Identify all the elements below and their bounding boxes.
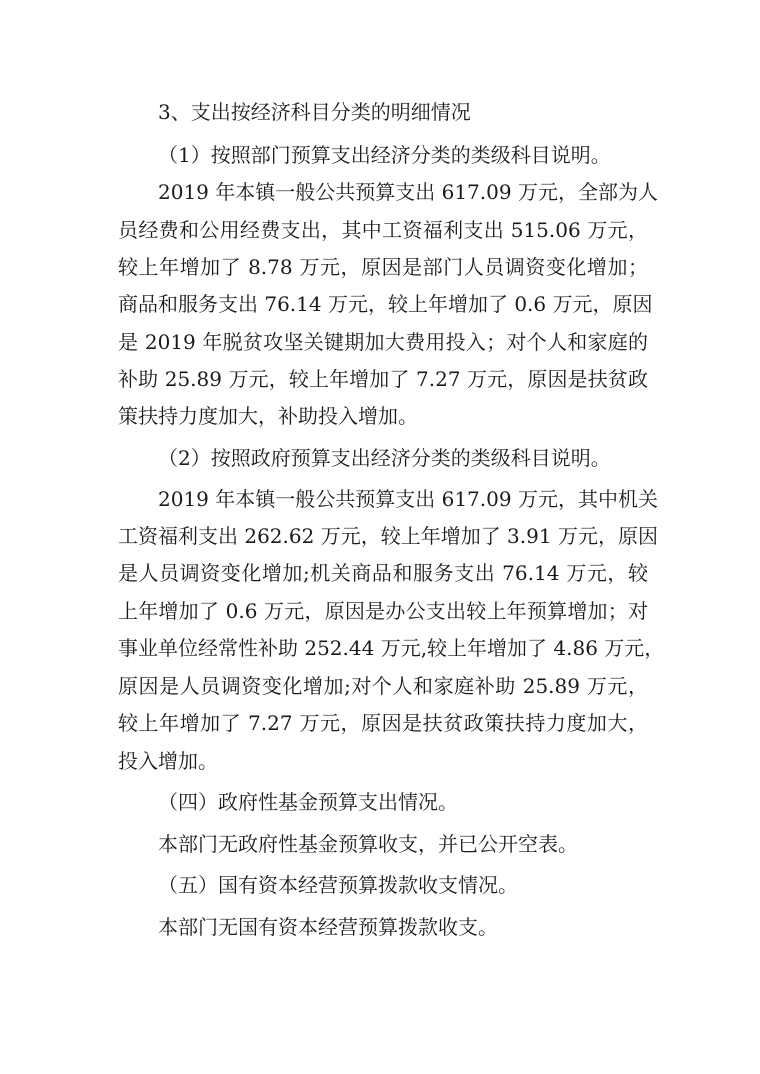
para-1-line-6: 补助 25.89 万元，较上年增加了 7.27 万元，原因是扶贫政 <box>118 367 648 391</box>
heading-3: 3、支出按经济科目分类的明细情况 <box>158 100 471 124</box>
section-4-body: 本部门无政府性基金预算收支，并已公开空表。 <box>158 832 578 856</box>
para-1-line-7: 策扶持力度加大，补助投入增加。 <box>118 404 418 428</box>
section-5-title: （五）国有资本经营预算拨款收支情况。 <box>158 873 518 897</box>
para-1-line-4: 商品和服务支出 76.14 万元，较上年增加了 0.6 万元，原因 <box>118 292 653 316</box>
section-4-title: （四）政府性基金预算支出情况。 <box>158 790 458 814</box>
para-2-line-6: 原因是人员调资变化增加;对个人和家庭补助 25.89 万元， <box>118 674 648 698</box>
section-5-body: 本部门无国有资本经营预算拨款收支。 <box>158 915 498 939</box>
para-2-line-4: 上年增加了 0.6 万元，原因是办公支出较上年预算增加；对 <box>118 599 648 623</box>
subheading-2: （2）按照政府预算支出经济分类的类级科目说明。 <box>158 446 611 470</box>
para-2-line-2: 工资福利支出 262.62 万元，较上年增加了 3.91 万元，原因 <box>118 524 658 548</box>
para-2-line-5: 事业单位经常性补助 252.44 万元,较上年增加了 4.86 万元， <box>118 636 665 660</box>
para-1-line-3: 较上年增加了 8.78 万元，原因是部门人员调资变化增加； <box>118 255 648 279</box>
para-1-line-5: 是 2019 年脱贫攻坚关键期加大费用投入；对个人和家庭的 <box>118 330 648 354</box>
para-2-line-3: 是人员调资变化增加;机关商品和服务支出 76.14 万元，较 <box>118 561 648 585</box>
subheading-1: （1）按照部门预算支出经济分类的类级科目说明。 <box>158 143 611 167</box>
para-2-line-7: 较上年增加了 7.27 万元，原因是扶贫政策扶持力度加大， <box>118 711 648 735</box>
para-2-line-8: 投入增加。 <box>118 749 218 773</box>
para-1-line-1: 2019 年本镇一般公共预算支出 617.09 万元，全部为人 <box>158 180 658 204</box>
para-2-line-1: 2019 年本镇一般公共预算支出 617.09 万元，其中机关 <box>158 487 658 511</box>
para-1-line-2: 员经费和公用经费支出，其中工资福利支出 515.06 万元， <box>118 218 648 242</box>
